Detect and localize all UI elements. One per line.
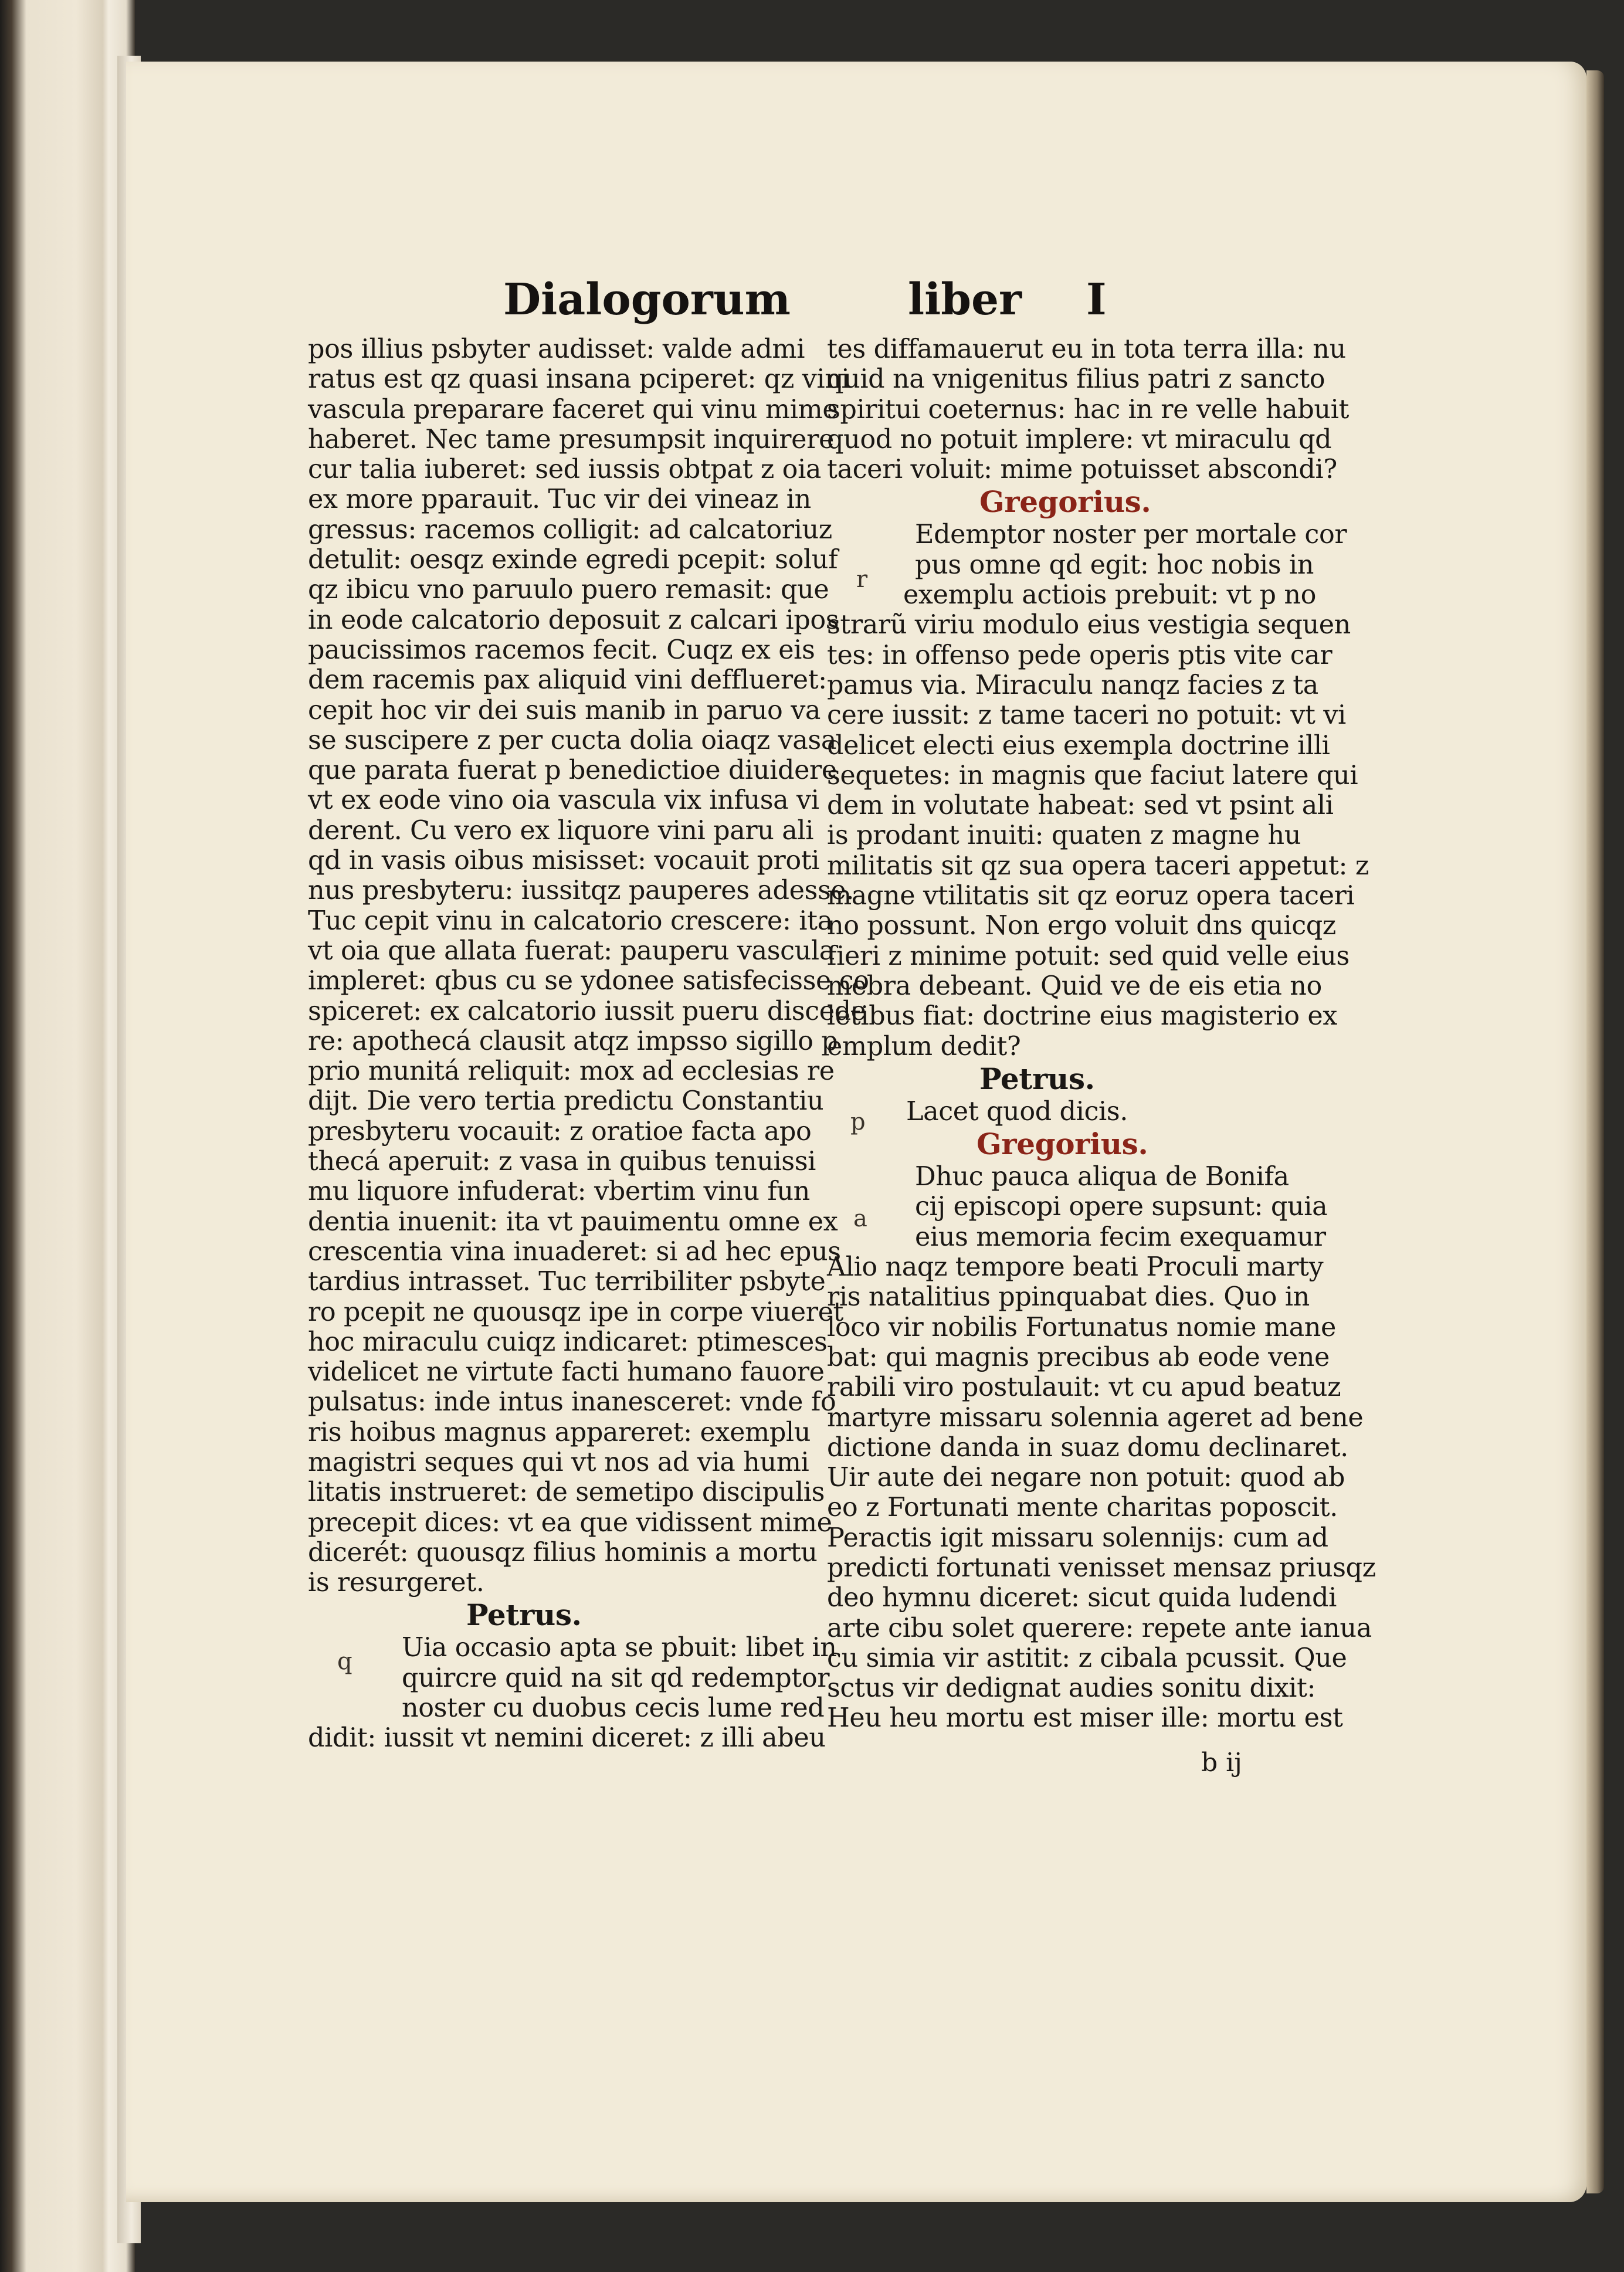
text-line: martyre missaru solennia ageret ad bene [827, 1402, 1364, 1433]
text-line: dentia inuenit: ita vt pauimentu omne ex [308, 1206, 838, 1237]
text-line: delicet electi eius exempla doctrine illi [827, 730, 1330, 761]
text-line: quid na vnigenitus filius patri z sancto [827, 364, 1325, 395]
text-line: impleret: qbus cu se ydonee satisfecisse co [308, 966, 869, 996]
text-line: Lacet quod dicis. [906, 1096, 1128, 1127]
text-line: qd in vasis oibus misisset: vocauit proti [308, 846, 820, 876]
text-line: que parata fuerat p benedictioe diuidere [308, 755, 837, 786]
text-line: tes diffamauerut eu in tota terra illa: nu [827, 334, 1346, 364]
text-line: quircre quid na sit qd redemptor [402, 1663, 830, 1693]
text-line: Uir aute dei negare non potuit: quod ab [827, 1463, 1345, 1493]
text-line: crescentia vina inuaderet: si ad hec epus [308, 1236, 841, 1267]
text-line: deo hymnu diceret: sicut quida ludendi [827, 1583, 1337, 1613]
text-line: dicerét: quousqz filius hominis a mortu [308, 1537, 818, 1568]
text-line: sctus vir dedignat audies sonitu dixit: [827, 1673, 1316, 1704]
text-line: dictione danda in suaz domu declinaret. [827, 1432, 1348, 1463]
text-line: eo z Fortunati mente charitas poposcit. [827, 1493, 1338, 1523]
running-head-book: liber [908, 274, 1022, 325]
text-line: sequetes: in magnis que faciut latere qui [827, 760, 1358, 791]
text-line: mebra debeant. Quid ve de eis etia no [827, 971, 1322, 1001]
text-line: spiceret: ex calcatorio iussit pueru discede [308, 996, 866, 1026]
text-line: no possunt. Non ergo voluit dns quicqz [827, 911, 1336, 941]
text-line: qz ibicu vno paruulo puero remasit: que [308, 575, 829, 605]
text-line: litatis instrueret: de semetipo discipulis [308, 1477, 825, 1508]
text-line: ris natalitius ppinquabat dies. Quo in [827, 1282, 1310, 1313]
text-line: paucissimos racemos fecit. Cuqz ex eis [308, 635, 815, 665]
text-line: arte cibu solet querere: repete ante ianua [827, 1613, 1372, 1643]
text-line: cur talia iuberet: sed iussis obtpat z oia [308, 455, 822, 485]
running-head-title: Dialogorum [503, 274, 791, 325]
text-line: spiritui coeternus: hac in re velle habuit [827, 394, 1349, 425]
text-line: eius memoria fecim exequamur [915, 1222, 1326, 1252]
text-line: mu liquore infuderat: vbertim vinu fun [308, 1176, 810, 1207]
text-line: dem racemis pax aliquid vini defflueret: [308, 665, 827, 696]
text-line: loco vir nobilis Fortunatus nomie mane [827, 1312, 1336, 1342]
text-line: vt oia que allata fuerat: pauperu vascula [308, 935, 835, 966]
text-line: tardius intrasset. Tuc terribiliter psbyte [308, 1267, 826, 1297]
text-line: bat: qui magnis precibus ab eode vene [827, 1342, 1330, 1372]
facing-page-edge [0, 0, 135, 2272]
text-line: Uia occasio apta se pbuit: libet in [402, 1633, 837, 1663]
text-line: ris hoibus magnus appareret: exemplu [308, 1417, 811, 1447]
text-line: precepit dices: vt ea que vidissent mime [308, 1507, 832, 1538]
text-line: strarũ viriu modulo eius vestigia sequen [827, 610, 1351, 640]
text-line: rabili viro postulauit: vt cu apud beatuz [827, 1372, 1341, 1403]
text-line: thecá aperuit: z vasa in quibus tenuissi [308, 1147, 816, 1177]
text-line: Peractis igit missaru solennijs: cum ad [827, 1522, 1328, 1553]
guide-letter: a [853, 1205, 867, 1232]
speaker-heading-petrus: Petrus. [979, 1061, 1095, 1096]
text-line: dijt. Die vero tertia predictu Constantiu [308, 1086, 824, 1117]
text-line: predicti fortunati venisset mensaz priusqz [827, 1552, 1376, 1583]
text-line: pamus via. Miraculu nanqz facies z ta [827, 670, 1318, 700]
text-line: videlicet ne virtute facti humano fauore [308, 1357, 825, 1388]
text-line: presbyteru vocauit: z oratioe facta apo [308, 1116, 812, 1147]
text-line: vascula preparare faceret qui vinu mime [308, 394, 838, 425]
text-line: exemplu actiois prebuit: vt p no [903, 580, 1317, 611]
text-line: quod no potuit implere: vt miraculu qd [827, 424, 1332, 455]
guide-letter: p [850, 1108, 866, 1135]
text-line: gressus: racemos colligit: ad calcatoriuz [308, 514, 832, 545]
text-line: fieri z minime potuit: sed quid velle eius [827, 941, 1350, 971]
text-line: tes: in offenso pede operis ptis vite car [827, 640, 1333, 670]
text-line: cepit hoc vir dei suis manib in paruo va [308, 695, 821, 725]
signature-mark: b ij [1201, 1748, 1242, 1778]
text-line: taceri voluit: mime potuisset abscondi? [827, 455, 1337, 485]
text-line: Tuc cepit vinu in calcatorio crescere: ita [308, 906, 833, 936]
text-line: pos illius psbyter audisset: valde admi [308, 334, 805, 364]
text-line: prio munitá reliquit: mox ad ecclesias re [308, 1056, 835, 1087]
speaker-heading-petrus: Petrus. [466, 1598, 582, 1633]
text-line: derent. Cu vero ex liquore vini paru ali [308, 815, 814, 846]
text-line: magistri seques qui vt nos ad via humi [308, 1447, 809, 1477]
text-line: is resurgeret. [308, 1568, 484, 1598]
text-line: nus presbyteru: iussitqz pauperes adesse. [308, 876, 855, 906]
text-line: noster cu duobus cecis lume red [402, 1693, 825, 1724]
text-line: didit: iussit vt nemini diceret: z illi abeu [308, 1723, 826, 1754]
text-line: in eode calcatorio deposuit z calcari ipos [308, 605, 839, 635]
text-line: militatis sit qz sua opera taceri appetut: z [827, 850, 1369, 881]
speaker-heading-gregorius: Gregorius. [979, 484, 1151, 520]
text-line: hoc miraculu cuiqz indicaret: ptimesces [308, 1327, 828, 1357]
text-line: letibus fiat: doctrine eius magisterio ex [827, 1001, 1337, 1032]
text-line: cij episcopi opere supsunt: quia [915, 1192, 1328, 1222]
guide-letter: q [337, 1648, 352, 1675]
text-line: ratus est qz quasi insana pciperet: qz vini [308, 364, 850, 395]
running-head-number: I [1086, 274, 1107, 325]
page-fore-edge [1586, 70, 1604, 2193]
text-line: magne vtilitatis sit qz eoruz opera taceri [827, 881, 1355, 911]
text-line: dem in volutate habeat: sed vt psint ali [827, 791, 1334, 821]
text-line: Edemptor noster per mortale cor [915, 520, 1347, 550]
right-text-column [827, 334, 1376, 1734]
text-line: emplum dedit? [827, 1031, 1021, 1062]
text-line: pus omne qd egit: hoc nobis in [915, 550, 1314, 580]
text-line: re: apothecá clausit atqz impsso sigillo p [308, 1026, 838, 1056]
text-line: se suscipere z per cucta dolia oiaqz vasa [308, 725, 836, 755]
text-line: ro pcepit ne quousqz ipe in corpe viueret [308, 1297, 843, 1327]
text-line: ex more pparauit. Tuc vir dei vineaz in [308, 484, 811, 515]
text-line: Alio naqz tempore beati Proculi marty [827, 1252, 1324, 1283]
text-line: cu simia vir astitit: z cibala pcussit. Que [827, 1643, 1347, 1673]
left-text-column [308, 334, 869, 1754]
text-line: cere iussit: z tame taceri no potuit: vt vi [827, 700, 1346, 731]
text-line: Dhuc pauca aliqua de Bonifa [915, 1162, 1289, 1192]
text-line: detulit: oesqz exinde egredi pcepit: soluf [308, 545, 838, 575]
text-line: pulsatus: inde intus inanesceret: vnde fo [308, 1387, 836, 1418]
guide-letter: r [856, 566, 868, 593]
text-line: haberet. Nec tame presumpsit inquirere [308, 424, 834, 455]
text-line: is prodant inuiti: quaten z magne hu [827, 820, 1301, 851]
speaker-heading-gregorius: Gregorius. [977, 1127, 1148, 1162]
text-line: Heu heu mortu est miser ille: mortu est [827, 1703, 1343, 1734]
text-line: vt ex eode vino oia vascula vix infusa vi [308, 785, 819, 816]
